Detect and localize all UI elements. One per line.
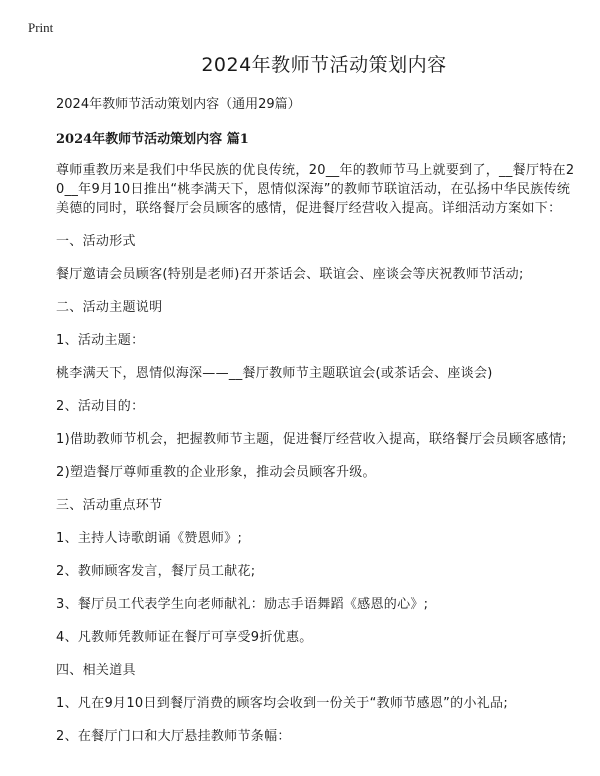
- list-item-prop-2: 2、在餐厅门口和大厅悬挂教师节条幅：: [56, 729, 291, 744]
- paragraph-purpose-2: 2)塑造餐厅尊师重教的企业形象，推动会员顾客升级。: [56, 465, 376, 480]
- heading-key-steps: 三、活动重点环节: [56, 498, 163, 513]
- heading-activity-form: 一、活动形式: [56, 234, 136, 249]
- paragraph-intro: 尊师重教历来是我们中华民族的优良传统，20__年的教师节马上就要到了，__餐厅特在20__年9月10日推出“桃李满天下，恩情似深海”的教师节联谊活动，在弘扬中华民族传统美德的同时，联络餐厅会员顾客的感情，促进餐厅经营收入提高。详细活动方案如下：: [56, 163, 575, 216]
- document-subtitle: 2024年教师节活动策划内容（通用29篇）: [56, 97, 301, 112]
- list-item-prop-1: 1、凡在9月10日到餐厅消费的顾客均会收到一份关于“教师节感恩”的小礼品;: [56, 696, 509, 711]
- heading-theme: 二、活动主题说明: [56, 300, 163, 315]
- heading-props: 四、相关道具: [56, 663, 136, 678]
- list-item-step-3: 3、餐厅员工代表学生向老师献礼：励志手语舞蹈《感恩的心》;: [56, 597, 429, 612]
- heading-purpose: 2、活动目的：: [56, 399, 145, 414]
- list-item-step-2: 2、教师顾客发言，餐厅员工献花;: [56, 564, 256, 579]
- paragraph-activity-form: 餐厅邀请会员顾客(特别是老师)召开茶话会、联谊会、座谈会等庆祝教师节活动;: [56, 267, 524, 282]
- document-title: 2024年教师节活动策划内容: [201, 54, 447, 76]
- print-link[interactable]: Print: [28, 20, 54, 35]
- heading-theme-title: 1、活动主题：: [56, 333, 145, 348]
- list-item-step-4: 4、凡教师凭教师证在餐厅可享受9折优惠。: [56, 630, 313, 645]
- paragraph-purpose-1: 1)借助教师节机会，把握教师节主题，促进餐厅经营收入提高，联络餐厅会员顾客感情;: [56, 432, 567, 447]
- list-item-step-1: 1、主持人诗歌朗诵《赞恩师》;: [56, 531, 243, 546]
- paragraph-theme: 桃李满天下，恩情似海深——__餐厅教师节主题联谊会(或茶话会、座谈会): [56, 366, 493, 381]
- section-heading: 2024年教师节活动策划内容 篇1: [56, 132, 249, 147]
- document-body: [56, 50, 576, 746]
